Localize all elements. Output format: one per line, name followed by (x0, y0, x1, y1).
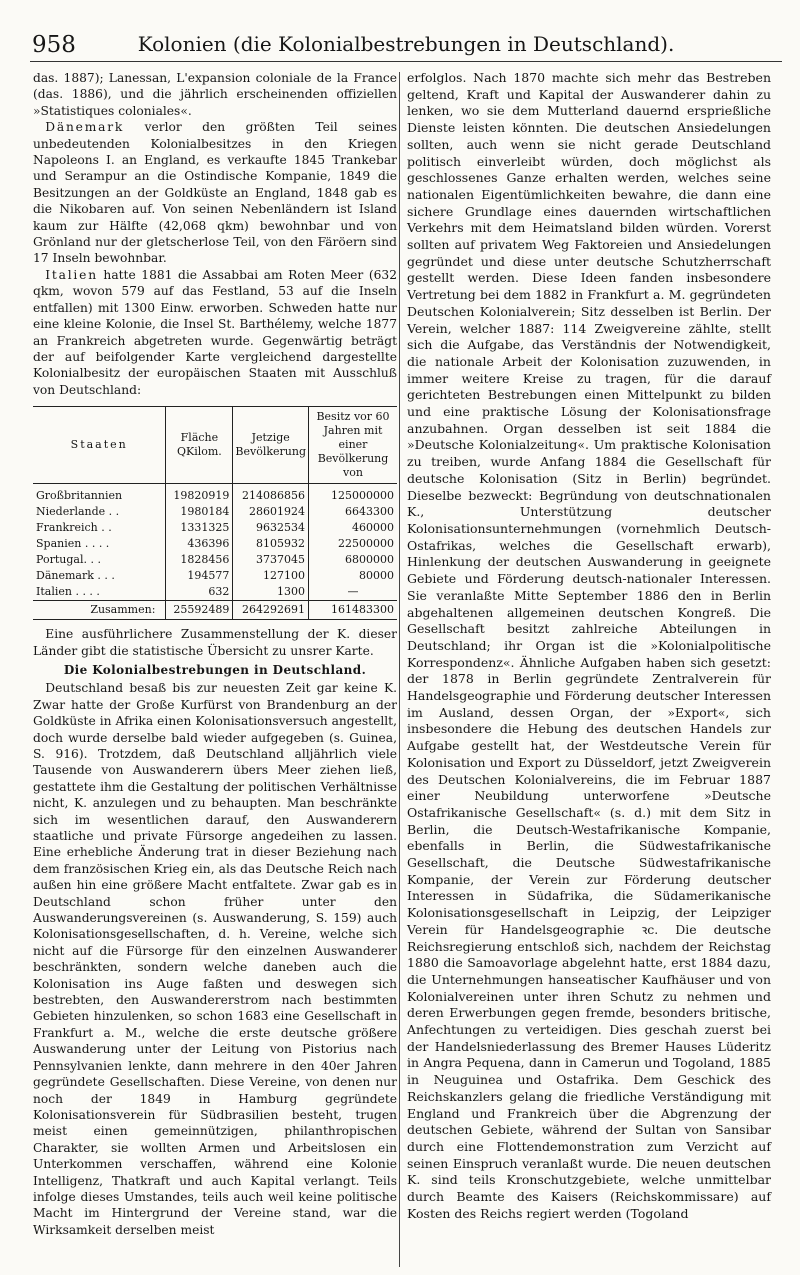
cell-state: Niederlande . . (36, 505, 120, 519)
paragraph-italien (33, 267, 397, 398)
cell-state: Dänemark . . . (36, 569, 115, 583)
table-row (33, 584, 397, 601)
cell-state: Spanien . . . . (36, 537, 110, 551)
cell-previous: 80000 (309, 568, 398, 584)
header-bevoelkerung: Jetzige Bevölkerung (233, 407, 309, 484)
running-title: Kolonien (die Kolonialbestrebungen in Deutschland). (137, 32, 675, 56)
total-label: Zusammen: (33, 601, 166, 620)
section-heading: Die Kolonialbestrebungen in Deutschland. (63, 662, 367, 677)
paragraph-references: das. 1887); Lanessan, L'expansion coloniale de la France (das. 1886), und die jährlich erscheinenden offiziellen »Statistiques coloniales«. (33, 71, 397, 118)
cell-population: 28601924 (233, 504, 309, 520)
cell-population: 1300 (233, 584, 309, 601)
cell-population: 127100 (233, 568, 309, 584)
cell-previous: 6800000 (309, 552, 398, 568)
paragraph-kolonialbestrebungen: erfolglos. Nach 1870 machte sich mehr das Bestreben geltend, Kraft und Kapital der Auswanderer dahin zu lenken, wo sie dem Mutterland dauernd ersprießliche Dienste leisten könnten. Die deutschen Ansiedelungen sollten, auch wenn sie nicht gerade Deutschland politisch einverleibt würden, doch möglichst als geschlossenes Ganze erhalten werden, welches seine nationalen Eigentümlichkeiten bewahre, die dann eine sichere Grundlage eines dauernden wirtschaftlichen Verkehrs mit dem Heimatsland bilden würden. Vorerst sollten auf privatem Weg Faktoreien und Ansiedelungen gegründet und diese unter deutsche Schutzherrschaft gestellt werden. Diese Ideen fanden insbesondere Vertretung bei dem 1882 in Frankfurt a. M. gegründeten Deutschen Kolonialverein; Sitz desselben ist Berlin. Der Verein, welcher 1887: 114 Zweigvereine zählte, stellt sich die Aufgabe, das Verständnis der Notwendigkeit, die nationale Arbeit der Kolonisation zuzuwenden, in immer weitere Kreise zu tragen, für die darauf gerichteten Bestrebungen einen Mittelpunkt zu bilden und eine praktische Lösung der Kolonisationsfrage anzubahnen. Organ desselben ist seit 1884 die »Deutsche Kolonialzeitung«. Um praktische Kolonisation zu treiben, wurde Anfang 1884 die Gesellschaft für deutsche Kolonisation (Sitz in Berlin) begründet. Dieselbe bezweckt: Begründung von deutschnationalen K., Unterstützung deutscher Kolonisationsunternehmungen (vornehmlich Deutsch-Ostafrikas, welches die Gesellschaft erwarb), Hinlenkung der deutschen Auswanderung in geeignete Gebiete und Förderung deutsch-nationaler Interessen. Sie veranlaßte Mitte September 1886 den in Berlin abgehaltenen allgemeinen deutschen Kongreß. Die Gesellschaft besitzt zahlreiche Abteilungen in Deutschland; ihr Organ ist die »Kolonialpolitische Korrespondenz«. Ähnliche Aufgaben haben sich gesetzt: der 1878 in Berlin gegründete Zentralverein für Handelsgeographie und Förderung deutscher Interessen im Ausland, dessen Organ, der »Export«, sich insbesondere die Hebung des deutschen Handels zur Aufgabe gestellt hat, der Westdeutsche Verein für Kolonisation und Export zu Düsseldorf, jetzt Zweigverein des Deutschen Kolonialvereins, die im Februar 1887 einer Neubildung unterworfene »Deutsche Ostafrikanische Gesellschaft« (s. d.) mit dem Sitz in Berlin, die Deutsch-Westafrikanische Kompanie, ebenfalls in Berlin, die Südwestafrikanische Gesellschaft, die Deutsche Südwestafrikanische Kompanie, der Verein zur Förderung deutscher Interessen in Südafrika, die Südamerikanische Kolonisationsgesellschaft in Leipzig, der Leipziger Verein für Handelsgeographie ꝛc. Die deutsche Reichsregierung entschloß sich, nachdem der Reichstag 1880 die Samoavorlage abgelehnt hatte, erst 1884 dazu, die Unternehmungen hanseatischer Kaufhäuser und von Kolonialvereinen unter ihren Schutz zu nehmen und deren Erwerbungen gegen fremde, besonders britische, Anfechtungen zu verteidigen. Dies geschah zuerst bei der Handelsniederlassung des Bremer Hauses Lüderitz in Angra Pequena, dann in Camerun und Togoland, 1885 in Neuguinea und Ostafrika. Dem Geschick des Reichskanzlers gelang die friedliche Verständigung mit England und Frankreich über die Abgrenzung der deutschen Gebiete, während der Sultan von Sansibar durch eine Flottendemonstration zum Verzicht auf seinen Einspruch veranlaßt wurde. Die neuen deutschen K. sind teils Kronschutzgebiete, welche unmittelbar durch Beamte des Kaisers (Reichskommissare) auf Kosten des Reichs regiert werden (Togoland (407, 70, 771, 1221)
total-population: 264292691 (233, 601, 309, 620)
header-rule (30, 61, 782, 62)
table-row (33, 520, 397, 536)
paragraph-table-note-text: Eine ausführlichere Zusammenstellung der K. dieser Länder gibt die statistische Übersicht zu unsrer Karte. (33, 627, 397, 658)
paragraph-italien-text: hatte 1881 die Assabbai am Roten Meer (632 qkm, wovon 579 auf das Festland, 53 auf die Inseln entfallen) mit 1300 Einw. erworben. Schweden hatte nur eine kleine Kolonie, die Insel St. Barthélemy, welche 1877 an Frankreich abgetreten wurde. Gegenwärtig beträgt der auf beifolgender Karte vergleichend dargestellte Kolonialbesitz der europäischen Staaten mit Ausschluß von Deutschland: (33, 267, 397, 397)
table-row (33, 504, 397, 520)
cell-previous: 460000 (309, 520, 398, 536)
paragraph-deutschland (33, 680, 397, 1238)
cell-state: Frankreich . . (36, 521, 112, 535)
cell-area: 19820919 (166, 484, 233, 505)
cell-area: 194577 (166, 568, 233, 584)
cell-area: 436396 (166, 536, 233, 552)
table-header-row (33, 407, 397, 484)
cell-previous: — (309, 584, 398, 601)
table-total-row (33, 601, 397, 620)
paragraph-daenemark-text: verlor den größten Teil seines unbedeutenden Kolonialbesitzes in den Kriegen Napoleons I. an England, es verkaufte 1845 Trankebar und Serampur an die Ostindische Kompanie, 1849 die Besitzungen an der Goldküste an England, 1848 gab es die Nikobaren auf. Von seinen Nebenländern ist Island kaum zur Hälfte (42,068 qkm) bewohnbar und von Grönland nur der gletscherlose Teil, von den Färöern sind 17 Inseln bewohnbar. (33, 120, 397, 266)
column-divider (399, 72, 400, 1267)
cell-state: Italien . . . . (36, 585, 100, 599)
keyword-italien: Italien (45, 267, 98, 282)
right-column (407, 70, 771, 1223)
page-header (30, 28, 782, 62)
cell-previous: 125000000 (309, 484, 398, 505)
colonial-statistics-table (33, 406, 397, 620)
paragraph-table-note (33, 626, 397, 659)
table-row (33, 568, 397, 584)
cell-population: 3737045 (233, 552, 309, 568)
cell-population: 9632534 (233, 520, 309, 536)
left-column (33, 70, 397, 1238)
table-row (33, 536, 397, 552)
cell-area: 1828456 (166, 552, 233, 568)
table-row (33, 552, 397, 568)
paragraph-daenemark (33, 119, 397, 267)
keyword-daenemark: Dänemark (45, 120, 125, 135)
header-besitz-vor-60-jahren: Besitz vor 60 Jahren mit einer Bevölkerung von (309, 407, 398, 484)
header-staaten: Staaten (33, 407, 166, 484)
total-previous: 161483300 (309, 601, 398, 620)
cell-state: Portugal. . . (36, 553, 101, 567)
total-area: 25592489 (166, 601, 233, 620)
page-number: 958 (32, 32, 76, 58)
cell-area: 632 (166, 584, 233, 601)
cell-area: 1980184 (166, 504, 233, 520)
cell-area: 1331325 (166, 520, 233, 536)
cell-population: 8105932 (233, 536, 309, 552)
cell-previous: 22500000 (309, 536, 398, 552)
table-row (33, 484, 397, 505)
cell-state: Großbritannien (36, 489, 123, 503)
cell-population: 214086856 (233, 484, 309, 505)
header-flaeche: Fläche QKilom. (166, 407, 233, 484)
paragraph-deutschland-text: Deutschland besaß bis zur neuesten Zeit gar keine K. Zwar hatte der Große Kurfürst von Brandenburg an der Goldküste in Afrika einen Kolonisationsversuch angestellt, doch wurde derselbe bald wieder aufgegeben (s. Guinea, S. 916). Trotzdem, daß Deutschland alljährlich viele Tausende von Auswanderern übers Meer ziehen ließ, gestattete ihm die Gestaltung der politischen Verhältnisse nicht, K. anzulegen und zu behaupten. Man beschränkte sich im wesentlichen darauf, den Auswanderern staatliche und private Fürsorge angedeihen zu lassen. Eine erhebliche Änderung trat in dieser Beziehung nach dem französischen Krieg ein, als das Deutsche Reich nach außen hin eine größere Macht entfaltete. Zwar gab es in Deutschland schon früher unter den Auswanderungsvereinen (s. Auswanderung, S. 159) auch Kolonisationsgesellschaften, d. h. Vereine, welche sich nicht auf die Fürsorge für den einzelnen Auswanderer beschränkten, sondern welche daneben auch die Kolonisation ins Auge faßten und deswegen sich bestrebten, den Auswandererstrom nach bestimmten Gebieten hinzulenken, so schon 1683 eine Gesellschaft in Frankfurt a. M., welche die erste deutsche größere Auswanderung unter der Leitung von Pistorius nach Pennsylvanien lenkte, dann mehrere in den 40er Jahren gegründete Gesellschaften. Diese Vereine, von denen nur noch der 1849 in Hamburg gegründete Kolonisationsverein für Südbrasilien besteht, trugen meist einen gemeinnützigen, philanthropischen Charakter, sie wollten Armen und Arbeitslosen ein Unterkommen verschaffen, während eine Kolonie Intelligenz, Thatkraft und auch Kapital verlangt. Teils infolge dieses Umstandes, teils auch weil keine politische Macht im Hintergrund der Vereine stand, war die Wirksamkeit derselben meist (33, 681, 397, 1237)
cell-previous: 6643300 (309, 504, 398, 520)
